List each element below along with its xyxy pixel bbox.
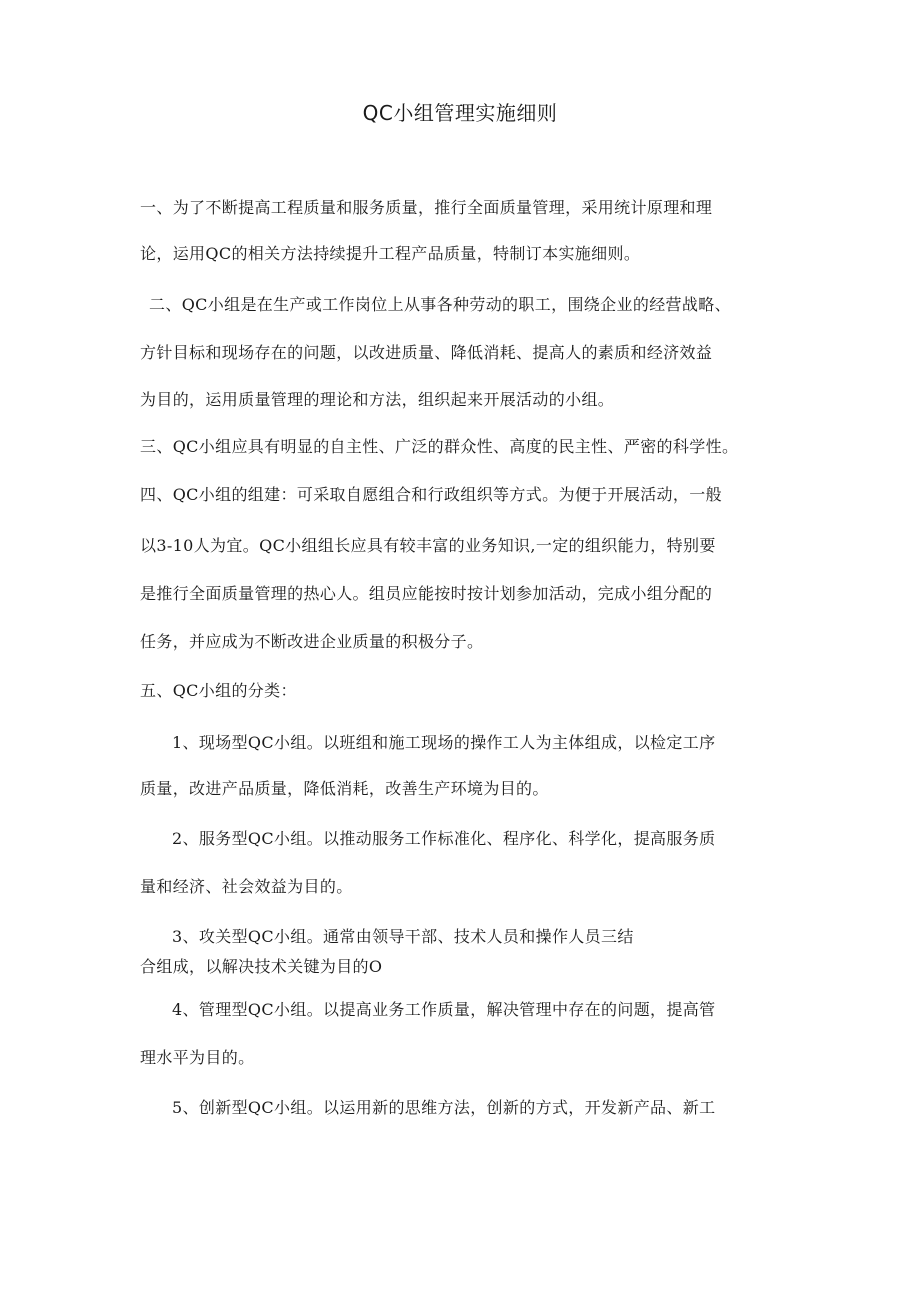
paragraph-line: 2、服务型QC小组。以推动服务工作标准化、程序化、科学化，提高服务质 bbox=[172, 829, 716, 848]
paragraph-line: 5、创新型QC小组。以运用新的思维方法，创新的方式，开发新产品、新工 bbox=[172, 1098, 716, 1117]
paragraph-line: 一、为了不断提高工程质量和服务质量，推行全面质量管理，采用统计原理和理 bbox=[140, 198, 713, 217]
paragraph-line: 为目的，运用质量管理的理论和方法，组织起来开展活动的小组。 bbox=[140, 390, 615, 409]
document-title: QC小组管理实施细则 bbox=[362, 101, 558, 125]
paragraph-line: 4、管理型QC小组。以提高业务工作质量，解决管理中存在的问题，提高管 bbox=[172, 1000, 716, 1019]
paragraph-line: 论，运用QC的相关方法持续提升工程产品质量，特制订本实施细则。 bbox=[140, 244, 641, 263]
paragraph-line: 合组成，以解决技术关键为目的O bbox=[140, 957, 383, 976]
paragraph-line: 三、QC小组应具有明显的自主性、广泛的群众性、高度的民主性、严密的科学性。 bbox=[140, 437, 739, 456]
paragraph-line: 四、QC小组的组建：可采取自愿组合和行政组织等方式。为便于开展活动，一般 bbox=[140, 485, 722, 504]
paragraph-line: 以3-10人为宜。QC小组组长应具有较丰富的业务知识,一定的组织能力，特别要 bbox=[140, 536, 716, 555]
section-heading: 五、QC小组的分类： bbox=[140, 681, 297, 700]
paragraph-line: 是推行全面质量管理的热心人。组员应能按时按计划参加活动，完成小组分配的 bbox=[140, 584, 713, 603]
paragraph-line: 量和经济、社会效益为目的。 bbox=[140, 877, 353, 896]
paragraph-line: 1、现场型QC小组。以班组和施工现场的操作工人为主体组成，以检定工序 bbox=[172, 733, 716, 752]
paragraph-line: 3、攻关型QC小组。通常由领导干部、技术人员和操作人员三结 bbox=[172, 927, 634, 946]
paragraph-line: 质量，改进产品质量，降低消耗，改善生产环境为目的。 bbox=[140, 779, 549, 798]
paragraph-line: 任务，并应成为不断改进企业质量的积极分子。 bbox=[140, 632, 484, 651]
paragraph-line: 理水平为目的。 bbox=[140, 1048, 255, 1067]
paragraph-line: 方针目标和现场存在的问题，以改进质量、降低消耗、提高人的素质和经济效益 bbox=[140, 343, 713, 362]
paragraph-line: 二、QC小组是在生产或工作岗位上从事各种劳动的职工，围绕企业的经营战略、 bbox=[149, 295, 731, 314]
